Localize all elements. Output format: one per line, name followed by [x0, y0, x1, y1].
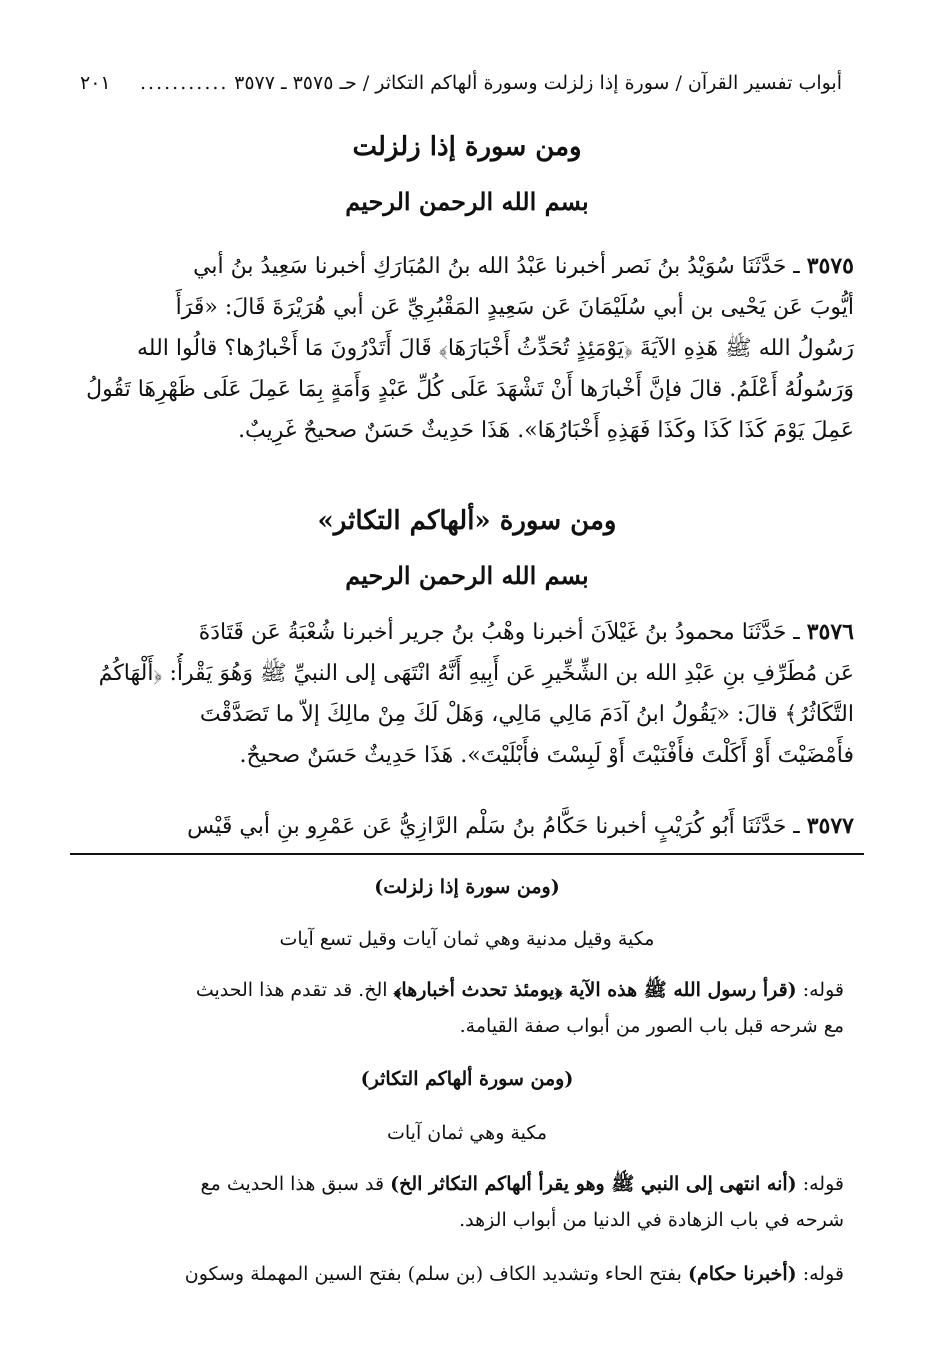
hadith-line: عَمِلَ يَوْمَ كَذَا كَذَا وكَذَا فَهَذِهِ أَخْبَارُهَا». هَذَا حَدِيثٌ حَسَنٌ صحيحٌ غَرِيبٌ.	[238, 418, 854, 443]
basmala-1: بسم الله الرحمن الرحيم	[345, 187, 589, 216]
hadith-line: وَرَسُولُهُ أَعْلَمُ. قالَ فإنَّ أَخْبارَها أَنْ تَشْهَدَ عَلَى كُلِّ عَبْدٍ وَأَمَةٍ بِمَا عَمِلَ عَلَى ظَهْرِهَا تَقُولُ	[86, 377, 854, 402]
footnote-comment-1	[72, 972, 844, 1044]
footnote-comment-2	[72, 1166, 844, 1238]
surah-heading-takathur: ومن سورة «ألهاكم التكاثر»	[317, 506, 617, 536]
hadith-number: ٣٥٧٧	[806, 813, 854, 839]
footnote-heading-zalzala: (ومن سورة إذا زلزلت)	[374, 876, 560, 898]
footnote-line: قوله: (قرأ رسول الله ﷺ هذه الآية ﴿يومئذ تحدث أخبارها﴾ الخ. قد تقدم هذا الحديث	[195, 979, 844, 1001]
hadith-3577	[80, 806, 854, 847]
running-head-dots: ...........	[140, 72, 229, 94]
footnote-divider	[70, 853, 864, 855]
hadith-line: عَن مُطَرِّفِ بنِ عَبْدِ الله بن الشِّخِّيرِ عَن أَبِيهِ أَنَّهُ انْتَهَى إلى النبيِّ ﷺ وَهُوَ يَقْرأُ: ﴿أَلْهَاكُمُ	[98, 661, 854, 686]
hadith-line: ٣٥٧٧ ـ حَدَّثَنَا أَبُو كُرَيْبٍ أخبرنا حَكَّامُ بنُ سَلْم الرَّازِيُّ عَن عَمْرِو بنِ أبي قَيْس	[187, 813, 854, 839]
hadith-line: رَسُولُ الله ﷺ هَذِهِ الآيَةَ ﴿يَوْمَئِذٍ تُحَدِّثُ أَخْبَارَهَا﴾ قَالَ أَتَدْرُونَ مَا أَخْبارُها؟ قالُوا الله	[137, 336, 854, 361]
hadith-line: ٣٥٧٦ ـ حَدَّثَنَا محمودُ بنُ غَيْلاَنَ أخبرنا وهْبُ بنُ جرير أخبرنا شُعْبَةُ عَن قَتَادَةَ	[198, 619, 854, 645]
hadith-number: ٣٥٧٥	[806, 253, 854, 279]
surah-heading-zalzala: ومن سورة إذا زلزلت	[352, 132, 582, 162]
footnote-surah-note-1: مكية وقيل مدنية وهي ثمان آيات وقيل تسع آيات	[279, 928, 655, 950]
footnote-line: مع شرحه قبل باب الصور من أبواب صفة القيامة.	[459, 1015, 844, 1037]
footnote-comment-3	[72, 1256, 844, 1292]
footnote-line: قوله: (أخبرنا حكام) بفتح الحاء وتشديد الكاف (بن سلم) بفتح السين المهملة وسكون	[184, 1263, 844, 1285]
hadith-line: التَّكَاثُرُ﴾ قالَ: «يَقُولُ ابنُ آدَمَ مَالِي مَالِي، وَهَلْ لَكَ مِنْ مالِكَ إلاّ ما تَصَدَّقْتَ	[199, 702, 854, 727]
page-number: ٢٠١	[80, 72, 111, 94]
hadith-3575	[80, 246, 854, 451]
footnote-heading-takathur: (ومن سورة ألهاكم التكاثر)	[360, 1068, 574, 1090]
footnote-line: قوله: (أنه انتهى إلى النبي ﷺ وهو يقرأ ألهاكم التكاثر الخ) قد سبق هذا الحديث مع	[200, 1173, 844, 1195]
footnote-surah-note-2: مكية وهي ثمان آيات	[387, 1122, 547, 1144]
hadith-number: ٣٥٧٦	[806, 619, 854, 645]
basmala-2: بسم الله الرحمن الرحيم	[345, 561, 589, 590]
running-head	[80, 66, 842, 100]
running-head-title: أبواب تفسير القرآن / سورة إذا زلزلت وسورة ألهاكم التكاثر / حـ ٣٥٧٥ ـ ٣٥٧٧	[234, 72, 842, 94]
hadith-line: فأَمْضَيْتَ أَوْ أَكَلْتَ فأَفْنَيْتَ أَوْ لَبِسْتَ فأَبْلَيْتَ». هَذَا حَدِيثٌ حَسَنٌ صحيحٌ.	[239, 743, 854, 768]
hadith-line: أيُّوبَ عَن يَحْيى بن أبي سُلَيْمَانَ عَن سَعِيدٍ المَقْبُرِيِّ عَن أبي هُرَيْرَةَ قَالَ: «قَرَأَ	[175, 295, 854, 320]
hadith-line: ٣٥٧٥ ـ حَدَّثَنَا سُوَيْدُ بنُ نَصر أخبرنا عَبْدُ الله بنُ المُبَارَكِ أخبرنا سَعِيدُ بنُ أبي	[193, 253, 854, 279]
hadith-3576	[80, 612, 854, 776]
footnote-line: شرحه في باب الزهادة في الدنيا من أبواب الزهد.	[459, 1209, 844, 1231]
